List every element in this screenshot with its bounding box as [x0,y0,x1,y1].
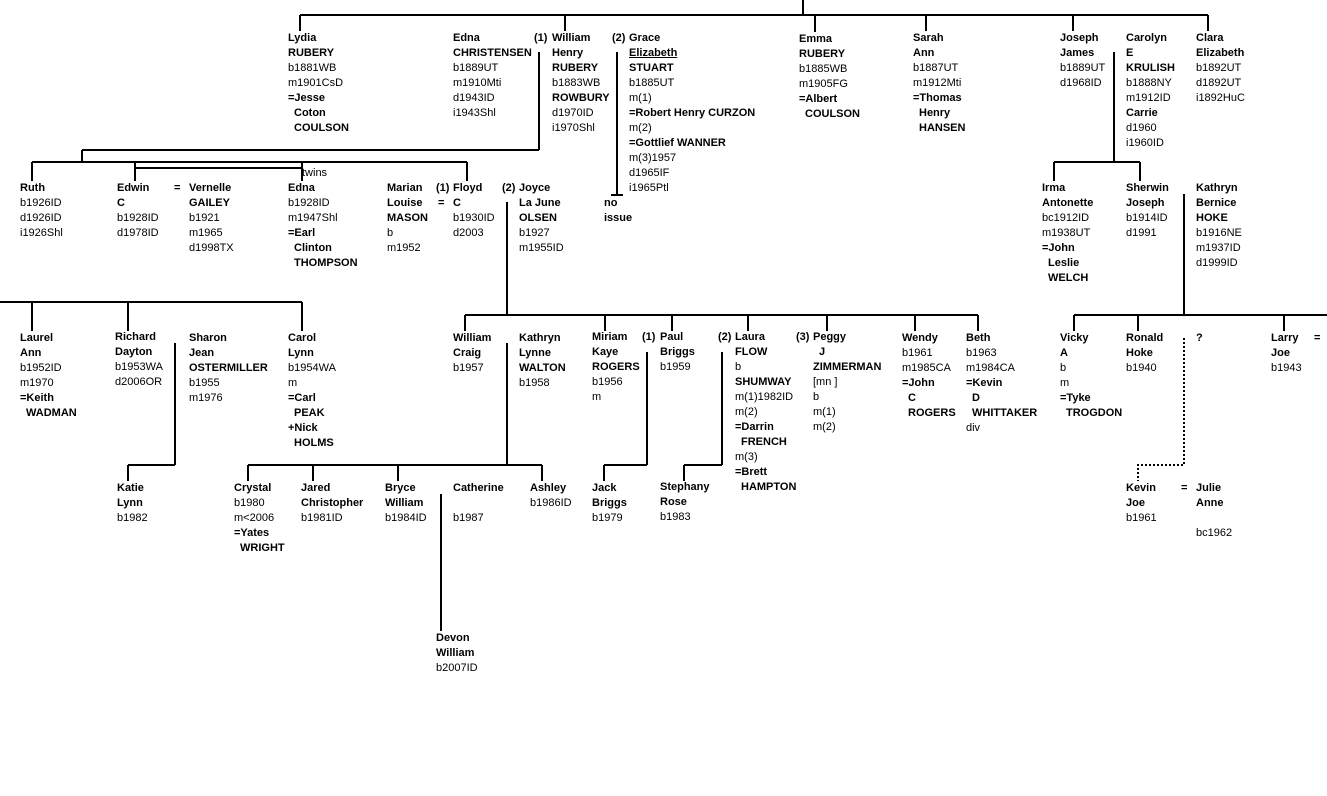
person-line: Peggy [813,331,847,343]
person-line: Craig [453,347,482,359]
person-line: =Darrin [735,421,774,433]
person-line: ? [1196,332,1203,344]
person-line: Carolyn [1126,32,1167,44]
person-line: b1961 [1126,512,1157,524]
person-line: Ruth [20,182,46,194]
person-line: Grace [629,32,661,44]
person-line: J [819,346,826,358]
person-line: Coton [294,107,326,119]
person-edwin [117,181,159,241]
person-line: bc1962 [1196,527,1233,539]
person-wendy [902,331,956,421]
person-line: =Earl [288,227,316,239]
person-line: b1940 [1126,362,1157,374]
person-line: E [1126,47,1134,59]
person-line: Dayton [115,346,153,358]
person-line: m(1) [629,92,652,104]
person-line: b1952ID [20,362,62,374]
person-line: Katie [117,482,144,494]
person-line: b1921 [189,212,220,224]
person-line: m1984CA [966,362,1015,374]
person-line: Marian [387,182,423,194]
person-line: HOLMS [294,437,334,449]
person-line: m1938UT [1042,227,1091,239]
person-line: m1985CA [902,362,951,374]
person-line: m1937ID [1196,242,1241,254]
lbl-eq-kevin: = [1181,482,1188,494]
person-line: =Kevin [966,377,1003,389]
person-line: b1979 [592,512,623,524]
person-line: b1955 [189,377,220,389]
person-line: RUBERY [552,62,599,74]
person-line: Clinton [294,242,332,254]
person-line: Vernelle [189,182,232,194]
person-line: WHITTAKER [972,407,1038,419]
person-line: James [1060,47,1095,59]
person-line: Anne [1196,497,1224,509]
person-line: m [592,391,602,403]
person-line: i1970Shl [552,122,595,134]
person-line: b1892UT [1196,62,1242,74]
person-line: Jean [189,347,215,359]
person-line: HOKE [1196,212,1228,224]
person-line [453,496,504,511]
person-line: b1914ID [1126,212,1168,224]
person-line: TROGDON [1066,407,1123,419]
person-vernelle [189,181,234,256]
person-line: =Gottlief WANNER [629,137,726,149]
person-joseph [1060,31,1105,91]
person-line: b1987 [453,512,484,524]
person-line: Edna [288,182,315,194]
person-line: Bryce [385,482,416,494]
person-line: b2007ID [436,662,478,674]
person-line: no [604,197,618,209]
person-line: d1998TX [189,242,234,254]
person-line: Edna [453,32,480,44]
person-line: Kaye [592,346,619,358]
person-line: m(2) [813,421,836,433]
person-line: b1885UT [629,77,675,89]
person-line: La June [519,197,561,209]
person-line: b1930ID [453,212,495,224]
person-line: m(3)1957 [629,152,677,164]
person-line: Antonette [1042,197,1094,209]
lbl-eq-larry: = [1314,332,1321,344]
person-grace [629,31,755,196]
person-emma [799,32,860,122]
person-line: COULSON [294,122,349,134]
person-line: THOMPSON [294,257,358,269]
person-line: +Nick [288,422,318,434]
person-line: m<2006 [234,512,275,524]
person-line: m1910Mti [453,77,502,89]
person-line: Jared [301,482,331,494]
person-sherwin [1126,181,1169,241]
person-line: C [117,197,125,209]
person-line: b1981ID [301,512,343,524]
person-kathryn-walton [519,331,566,391]
person-line: d1943ID [453,92,495,104]
person-line: PEAK [294,407,325,419]
person-line: m1970 [20,377,54,389]
person-line: =John [902,377,935,389]
person-clara [1196,31,1245,106]
person-line: Lynn [288,347,314,359]
person-line: Kathryn [519,332,561,344]
person-line: ROGERS [908,407,956,419]
person-line: HAMPTON [741,481,797,493]
person-line: m [1060,377,1070,389]
person-line: b [1060,362,1067,374]
person-line: Sarah [913,32,944,44]
person-line: =Albert [799,93,838,105]
person-bryce [385,481,427,526]
person-william-craig [453,331,491,376]
person-julie [1196,481,1232,541]
person-line: OSTERMILLER [189,362,268,374]
lbl-m2-joyce: (2) [502,182,516,194]
person-line: b1887UT [913,62,959,74]
person-line: FRENCH [741,436,787,448]
person-line: b1961 [902,347,933,359]
person-kathryn-hoke [1196,181,1242,271]
person-line: OLSEN [519,212,557,224]
person-line [1196,511,1232,526]
person-line: Joe [1126,497,1145,509]
person-richard [115,330,163,390]
person-line: i1960ID [1126,137,1164,149]
person-line: HANSEN [919,122,966,134]
person-line: Irma [1042,182,1066,194]
person-line: =Carl [288,392,316,404]
person-line: WELCH [1048,272,1089,284]
person-line: bc1912ID [1042,212,1090,224]
person-line: d2006OR [115,376,163,388]
person-line: Henry [919,107,951,119]
person-line: Paul [660,331,684,343]
person-line: b1885WB [799,63,848,75]
person-line: i1926Shl [20,227,63,239]
person-laura [735,330,796,495]
person-line: i1965Ptl [629,182,669,194]
lbl-m1-floyd: (1) [436,182,450,194]
person-line: Kevin [1126,482,1156,494]
person-line: Joseph [1126,197,1165,209]
person-joyce [519,181,564,256]
person-line: William [552,32,591,44]
person-ruth [20,181,63,241]
lbl-m2-grace: (2) [612,32,626,44]
person-floyd [453,181,495,241]
person-line: b1954WA [288,362,336,374]
person-line: b1881WB [288,62,337,74]
person-line: b1956 [592,376,623,388]
lbl-twins: twins [302,167,328,179]
person-line: b [813,391,820,403]
person-line: Christopher [301,497,364,509]
person-line: b [387,227,394,239]
person-line: b1957 [453,362,484,374]
person-line: Floyd [453,182,483,194]
person-line: d1968ID [1060,77,1102,89]
person-line: b1983 [660,511,691,523]
person-line: m1912ID [1126,92,1171,104]
person-line: WRIGHT [240,542,285,554]
person-line: Stephany [660,481,710,493]
person-laurel [20,331,77,421]
person-larry [1271,331,1302,376]
person-line: b1963 [966,347,997,359]
person-line: =Robert Henry CURZON [629,107,756,119]
person-line: Rose [660,496,687,508]
person-line: Carrie [1126,107,1158,119]
person-line: KRULISH [1126,62,1175,74]
person-line: b1982 [117,512,148,524]
person-line: CHRISTENSEN [453,47,532,59]
person-line: b1928ID [288,197,330,209]
person-line: b1986ID [530,497,572,509]
person-line: STUART [629,62,674,74]
person-unknown-spouse [1196,331,1203,346]
person-line: Ronald [1126,332,1164,344]
person-kevin [1126,481,1157,526]
person-peggy [813,330,881,435]
person-line: m1976 [189,392,223,404]
person-line: b1953WA [115,361,163,373]
person-katie [117,481,148,526]
person-line: Wendy [902,332,938,344]
person-line: d1926ID [20,212,62,224]
person-line: A [1060,347,1068,359]
person-line: m1905FG [799,78,848,90]
person-line: Laurel [20,332,54,344]
person-line: b1943 [1271,362,1302,374]
person-line: Elizabeth [629,47,678,59]
person-line: ROGERS [592,361,640,373]
person-line: div [966,422,981,434]
person-line: =Thomas [913,92,962,104]
person-line: Carol [288,332,317,344]
person-ronald [1126,331,1163,376]
person-line: WALTON [519,362,566,374]
person-line: m(1) [813,406,836,418]
person-line: d1965IF [629,167,670,179]
person-line: Catherine [453,482,504,494]
person-line: C [908,392,916,404]
person-line: William [436,647,475,659]
person-line: Sharon [189,332,227,344]
person-line: b1916NE [1196,227,1242,239]
person-beth [966,331,1037,436]
person-line: Ashley [530,482,567,494]
person-line: i1943Shl [453,107,496,119]
person-line: Louise [387,197,423,209]
person-line: Briggs [660,346,695,358]
person-line: =Brett [735,466,768,478]
person-line: i1892HuC [1196,92,1245,104]
person-line: William [453,332,492,344]
person-line: Hoke [1126,347,1153,359]
person-line: m(1)1982ID [735,391,794,403]
person-line: WADMAN [26,407,77,419]
person-line: COULSON [805,108,860,120]
person-line: C [453,197,461,209]
person-line: Lynn [117,497,143,509]
person-line: Kathryn [1196,182,1238,194]
person-line: m(2) [629,122,652,134]
person-line: Sherwin [1126,182,1169,194]
person-line: Jack [592,482,617,494]
person-no-issue [604,196,632,226]
person-miriam [592,330,640,405]
person-line: d1991 [1126,227,1157,239]
person-line: Larry [1271,332,1299,344]
person-line: SHUMWAY [735,376,792,388]
person-line: Vicky [1060,332,1089,344]
person-line: b1959 [660,361,691,373]
person-stephany [660,480,710,525]
person-line: =Jesse [288,92,326,104]
person-line: Beth [966,332,991,344]
person-line: b1926ID [20,197,62,209]
person-line: Clara [1196,32,1224,44]
person-line: b1889UT [1060,62,1106,74]
person-line: D [972,392,980,404]
person-carolyn [1126,31,1175,151]
person-line: Joseph [1060,32,1099,44]
person-line: b1927 [519,227,550,239]
person-line: m1947Shl [288,212,338,224]
person-irma [1042,181,1093,286]
person-line: =Keith [20,392,54,404]
person-line: MASON [387,212,428,224]
person-line: b1883WB [552,77,601,89]
person-line: b1888NY [1126,77,1172,89]
person-line: b1984ID [385,512,427,524]
person-line: [mn ] [813,376,838,388]
person-william-henry [552,31,610,136]
person-ashley [530,481,572,511]
person-line: d2003 [453,227,484,239]
lbl-m1-paul: (1) [642,331,656,343]
person-line: ROWBURY [552,92,610,104]
person-line: d1999ID [1196,257,1238,269]
person-line: Lynne [519,347,551,359]
person-line: Joyce [519,182,551,194]
person-line: m1955ID [519,242,564,254]
person-line: d1960 [1126,122,1157,134]
person-line: Emma [799,33,833,45]
person-line: Bernice [1196,197,1237,209]
person-line: Julie [1196,482,1222,494]
person-line: Richard [115,331,156,343]
person-line: b [735,361,742,373]
person-line: Crystal [234,482,272,494]
person-paul [660,330,695,375]
person-line: d1978ID [117,227,159,239]
person-line: Elizabeth [1196,47,1245,59]
person-line: m1952 [387,242,421,254]
person-line: Laura [735,331,765,343]
person-line: b1980 [234,497,265,509]
person-jared [301,481,363,526]
person-line: m1912Mti [913,77,962,89]
person-line: William [385,497,424,509]
person-line: Briggs [592,497,627,509]
person-line: d1970ID [552,107,594,119]
person-line: Devon [436,632,470,644]
person-line: GAILEY [189,197,230,209]
person-line: Henry [552,47,584,59]
person-marian [387,181,428,256]
person-sarah [913,31,965,136]
lbl-m1-william: (1) [534,32,548,44]
person-sharon [189,331,268,406]
person-line: Miriam [592,331,628,343]
lbl-eq-marian: = [438,197,445,209]
person-crystal [234,481,285,556]
person-line: m(3) [735,451,758,463]
person-line: m1965 [189,227,223,239]
person-line: d1892UT [1196,77,1242,89]
person-jack [592,481,627,526]
person-line: Lydia [288,32,317,44]
person-line: ZIMMERMAN [813,361,882,373]
person-devon [436,631,478,676]
person-line: Ann [20,347,42,359]
person-edna-2 [288,181,358,271]
person-line: =Yates [234,527,270,539]
person-line: Ann [913,47,935,59]
person-line: =John [1042,242,1075,254]
person-line: RUBERY [799,48,846,60]
person-line: b1889UT [453,62,499,74]
person-line: b1928ID [117,212,159,224]
person-line: RUBERY [288,47,335,59]
person-line: m [288,377,298,389]
person-catherine [453,481,504,526]
person-line: Leslie [1048,257,1080,269]
person-line: m(2) [735,406,758,418]
lbl-m3-peggy: (3) [796,331,810,343]
person-edna-christensen [453,31,532,121]
person-line: =Tyke [1060,392,1091,404]
lbl-m2-laura: (2) [718,331,732,343]
person-line: b1958 [519,377,550,389]
person-vicky [1060,331,1122,421]
person-line: Edwin [117,182,150,194]
person-lydia [288,31,349,136]
lbl-eq-edwin: = [174,182,181,194]
person-line: FLOW [735,346,768,358]
person-line: Joe [1271,347,1290,359]
person-line: m1901CsD [288,77,344,89]
person-line: issue [604,212,633,224]
person-carol [288,331,336,451]
